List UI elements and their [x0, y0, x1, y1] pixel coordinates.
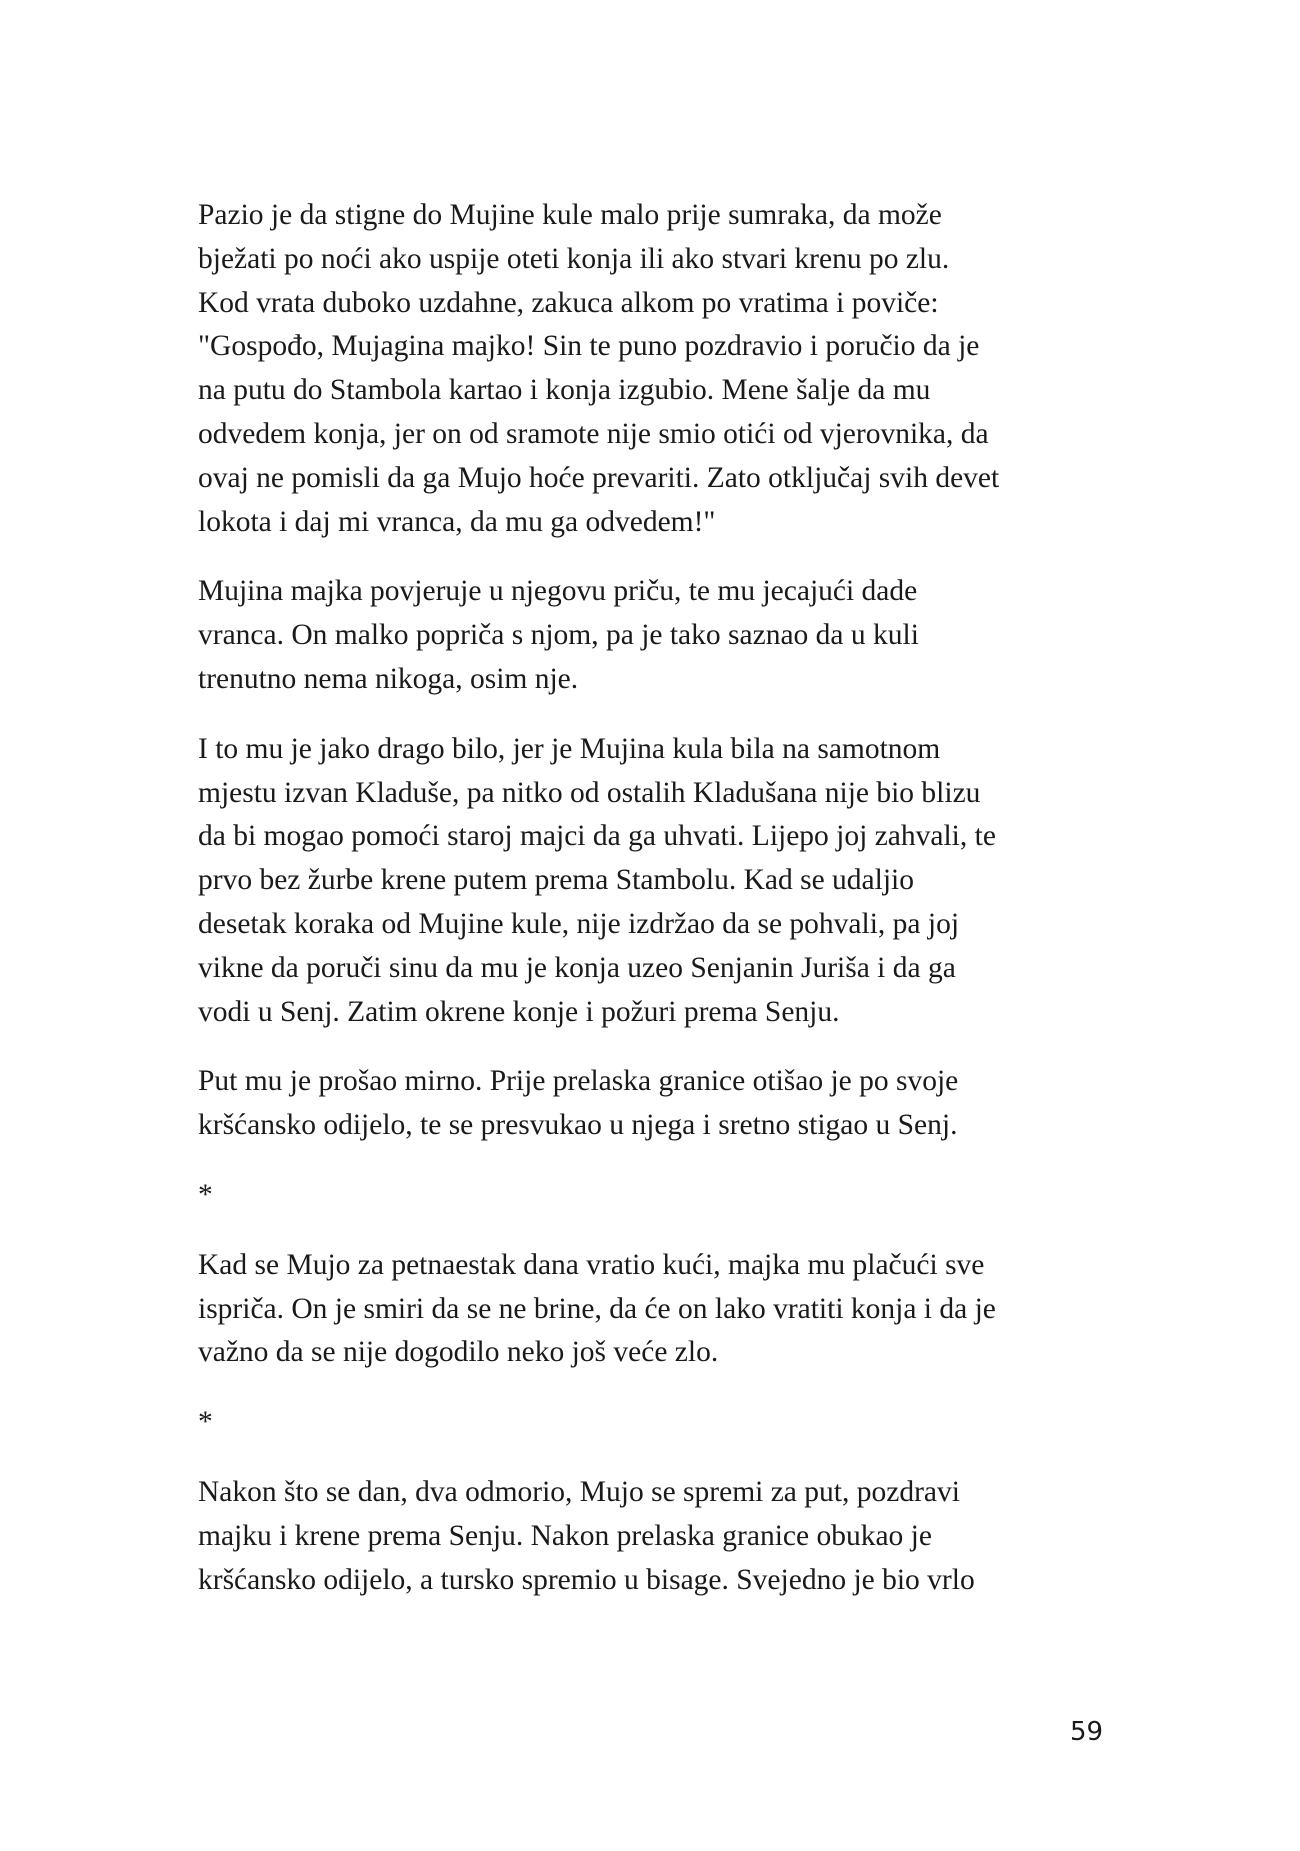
paragraph-1 — [198, 194, 1128, 544]
text-line: vikne da poruči sinu da mu je konja uzeo Senjanin Juriša i da ga — [198, 951, 956, 984]
text-line: mjestu izvan Kladuše, pa nitko od ostalih Kladušana nije bio blizu — [198, 776, 981, 809]
text-line: važno da se nije dogodilo neko još veće zlo. — [198, 1336, 719, 1369]
text-line: kršćansko odijelo, a tursko spremio u bisage. Svejedno je bio vrlo — [198, 1563, 975, 1596]
text-line: "Gospođo, Mujagina majko! Sin te puno pozdravio i poručio da je — [198, 330, 980, 363]
text-line: Pazio je da stigne do Mujine kule malo prije sumraka, da može — [198, 199, 942, 231]
section-separator: * — [198, 1178, 213, 1211]
paragraph-5 — [198, 1244, 1128, 1375]
text-line: Nakon što se dan, dva odmorio, Mujo se spremi za put, pozdravi — [198, 1475, 960, 1508]
text-line: bježati po noći ako uspije oteti konja ili ako stvari krenu po zlu. — [198, 242, 950, 275]
section-separator: * — [198, 1406, 213, 1439]
text-line: Kad se Mujo za petnaestak dana vratio kući, majka mu plačući sve — [198, 1248, 985, 1281]
text-line: odvedem konja, jer on od sramote nije smio otići od vjerovnika, da — [198, 417, 989, 450]
paragraph-2 — [198, 570, 1128, 701]
text-line: I to mu je jako drago bilo, jer je Mujina kula bila na samotnom — [198, 732, 941, 765]
body-text — [198, 194, 1128, 1628]
text-line: trenutno nema nikoga, osim nje. — [198, 662, 579, 695]
text-line: vranca. On malko popriča s njom, pa je tako saznao da u kuli — [198, 619, 919, 652]
text-line: Mujina majka povjeruje u njegovu priču, te mu jecajući dade — [198, 575, 918, 608]
text-line: desetak koraka od Mujine kule, nije izdržao da se pohvali, pa joj — [198, 907, 960, 940]
page-number: 59 — [1070, 1717, 1104, 1747]
text-line: ispriča. On je smiri da se ne brine, da će on lako vratiti konja i da je — [198, 1292, 996, 1325]
text-line: ovaj ne pomisli da ga Mujo hoće prevariti. Zato otključaj svih devet — [198, 461, 1000, 494]
paragraph-6 — [198, 1471, 1128, 1602]
text-line: lokota i daj mi vranca, da mu ga odvedem!" — [198, 505, 716, 538]
text-line: vodi u Senj. Zatim okrene konje i požuri prema Senju. — [198, 995, 840, 1028]
text-line: da bi mogao pomoći staroj majci da ga uhvati. Lijepo joj zahvali, te — [198, 820, 996, 853]
text-line: Put mu je prošao mirno. Prije prelaska granice otišao je po svoje — [198, 1065, 959, 1098]
text-line: kršćansko odijelo, te se presvukao u njega i sretno stigao u Senj. — [198, 1109, 958, 1142]
paragraph-4 — [198, 1060, 1128, 1148]
paragraph-3 — [198, 728, 1128, 1035]
text-line: na putu do Stambola kartao i konja izgubio. Mene šalje da mu — [198, 374, 931, 407]
text-line: majku i krene prema Senju. Nakon prelaska granice obukao je — [198, 1519, 932, 1552]
text-line: Kod vrata duboko uzdahne, zakuca alkom po vratima i poviče: — [198, 286, 939, 319]
text-line: prvo bez žurbe krene putem prema Stambolu. Kad se udaljio — [198, 864, 914, 897]
